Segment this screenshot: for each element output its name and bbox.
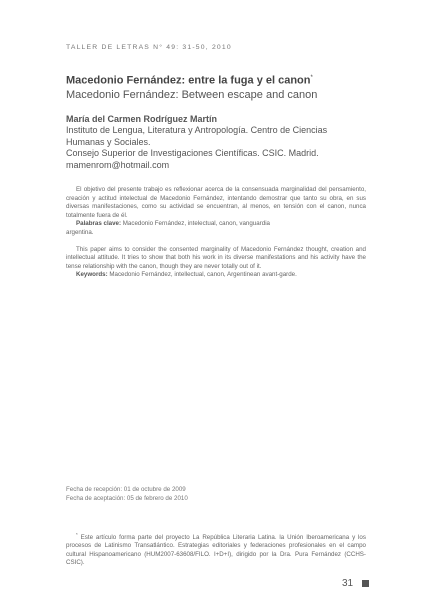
keywords-es-text: Macedonio Fernández, intelectual, canon, vanguardia — [121, 220, 271, 228]
article-title-text: Macedonio Fernández: entre la fuga y el canon — [66, 74, 311, 87]
accepted-date: Fecha de aceptación: 05 de febrero de 2010 — [66, 494, 188, 502]
affiliation-line-1: Instituto de Lengua, Literatura y Antropología. Centro de Ciencias — [66, 125, 328, 135]
author-name: María del Carmen Rodríguez Martín — [66, 114, 218, 124]
title-block — [66, 72, 386, 102]
running-head: TALLER DE LETRAS N° 49: 31-50, 2010 — [66, 44, 232, 51]
footnote-line: y los procesos de Latinismo Transatlántico. Estrategias editoriales y federaciones profesionales — [66, 534, 366, 550]
abstract-es-line: demostrar que tanto su obra, en sus diversas manifestaciones, como su actividad se — [66, 194, 366, 211]
keywords-en-label: Keywords: — [76, 271, 108, 279]
page-number: 31 — [342, 578, 354, 589]
author-block — [66, 113, 386, 171]
keywords-en-text: Macedonio Fernández, intellectual, canon, Argentinean avant-garde. — [107, 271, 297, 279]
abstract-en — [66, 246, 366, 272]
abstract-es — [66, 186, 366, 220]
title-footnote-marker: * — [310, 75, 313, 81]
abstract-en-line: thought, creation and intellectual attitude. It tries to show that both his work in its — [66, 245, 366, 262]
received-date: Fecha de recepción: 01 de octubre de 2009 — [66, 486, 186, 493]
keywords-en — [66, 271, 366, 280]
abstract-en-line: diverse manifestations and his activity have the tense relationship with the canon, — [66, 254, 366, 270]
abstract-es-line: encuentran, al menos, en tensión con el canon, nunca totalmente fuera de él. — [66, 203, 366, 219]
footnote-line: Este artículo forma parte del proyecto La República Literaria Latina. la Unión Iberoamericana — [80, 534, 350, 542]
footnote-line: en el campo cultural Hispanoamericano (HUM2007-63608/FILO. I+D+I), dirigido por la Dra. Pura — [66, 542, 366, 558]
abstract-es-line: del pensamiento, creación y actitud intelectual de Macedonio Fernández, intentando — [66, 186, 366, 202]
affiliation-line-2: Humanas y Sociales. — [66, 136, 151, 147]
dates-block — [66, 486, 366, 503]
article-title — [66, 72, 386, 88]
abstract-en-line: This paper aims to consider the consented marginality of Macedonio Fernández — [76, 245, 304, 253]
keywords-es-text: argentina. — [66, 228, 94, 236]
abstract-es-line: El objetivo del presente trabajo es reflexionar acerca de la consensuada marginalidad — [76, 186, 317, 193]
keywords-es — [66, 220, 366, 237]
footnote-text — [66, 531, 366, 567]
abstract-en-line: though they are never totally out of it. — [159, 262, 262, 270]
keywords-es-label: Palabras clave: — [76, 220, 122, 228]
footnote — [66, 531, 366, 567]
author-email: mamenrom@hotmail.com — [66, 159, 170, 170]
footnote-line: Fernández (CCHS-CSIC). — [66, 550, 366, 566]
abstract-section — [66, 186, 366, 280]
article-title-english: Macedonio Fernández: Between escape and canon — [66, 88, 318, 101]
affiliation-line-3: Consejo Superior de Investigaciones Científicas. CSIC. Madrid. — [66, 148, 319, 158]
page-marker-square — [362, 580, 369, 587]
footnote-marker: * — [76, 532, 78, 537]
